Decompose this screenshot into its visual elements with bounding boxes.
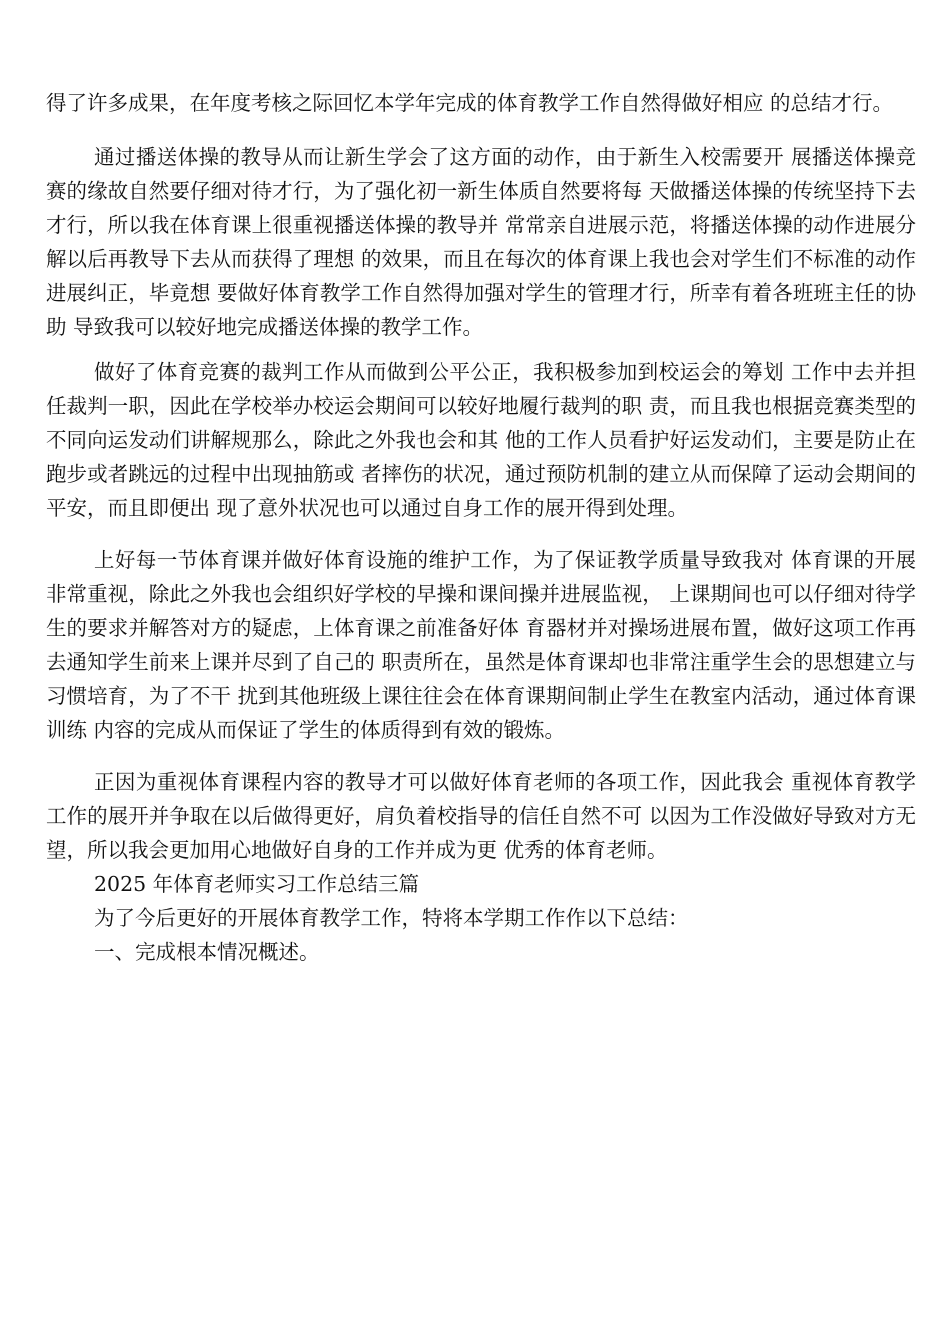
paragraph-referee-work: 做好了体育竞赛的裁判工作从而做到公平公正，我积极参加到校运会的筹划 工作中去并担任裁判一职，因此在学校举办校运会期间可以较好地履行裁判的职 责，而且我也根据竞赛类型的不同向运发动们讲解规那么，除此之外我也会和其 他的工作人员看护好运发动们，主要是防止在跑步或者跳远的过程中出现抽筋或 者摔伤的状况，通过预防机制的建立从而保障了运动会期间的平安，而且即便出 现了意外状况也可以通过自身工作的展开得到处理。 xyxy=(46,360,916,520)
section-title: 2025 年体育老师实习工作总结三篇 xyxy=(94,872,420,896)
paragraph-continuation: 得了许多成果，在年度考核之际回忆本学年完成的体育教学工作自然得做好相应 的总结才行。 xyxy=(46,91,894,115)
paragraph-pe-class: 上好每一节体育课并做好体育设施的维护工作，为了保证教学质量导致我对 体育课的开展非常重视，除此之外我也会组织好学校的早操和课间操并进展监视， 上课期间也可以仔细对待学生的要求并解答对方的疑虑，上体育课之前准备好体 育器材并对操场进展布置，做好这项工作再去通知学生前来上课并尽到了自己的 职责所在，虽然是体育课却也非常注重学生会的思想建立与习惯培育，为了不干 扰到其他班级上课往往会在体育课期间制止学生在教室内活动，通过体育课训练 内容的完成从而保证了学生的体质得到有效的锻炼。 xyxy=(46,548,916,742)
document-page xyxy=(46,86,916,969)
paragraph-broadcast-exercise: 通过播送体操的教导从而让新生学会了这方面的动作，由于新生入校需要开 展播送体操竞赛的缘故自然要仔细对待才行，为了强化初一新生体质自然要将每 天做播送体操的传统坚持下去才行，所以我在体育课上很重视播送体操的教导并 常常亲自进展示范，将播送体操的动作进展分解以后再教导下去从而获得了理想 的效果，而且在每次的体育课上我也会对学生们不标准的动作进展纠正，毕竟想 要做好体育教学工作自然得加强对学生的管理才行，所幸有着各班班主任的协助 导致我可以较好地完成播送体操的教学工作。 xyxy=(46,145,916,339)
intro-line: 为了今后更好的开展体育教学工作，特将本学期工作作以下总结： xyxy=(94,906,689,930)
paragraph-conclusion: 正因为重视体育课程内容的教导才可以做好体育老师的各项工作，因此我会 重视体育教学工作的展开并争取在以后做得更好，肩负着校指导的信任自然不可 以因为工作没做好导致对方无望，所以我会更加用心地做好自身的工作并成为更 优秀的体育老师。 xyxy=(46,770,916,862)
outline-item-1: 一、完成根本情况概述。 xyxy=(94,940,320,964)
